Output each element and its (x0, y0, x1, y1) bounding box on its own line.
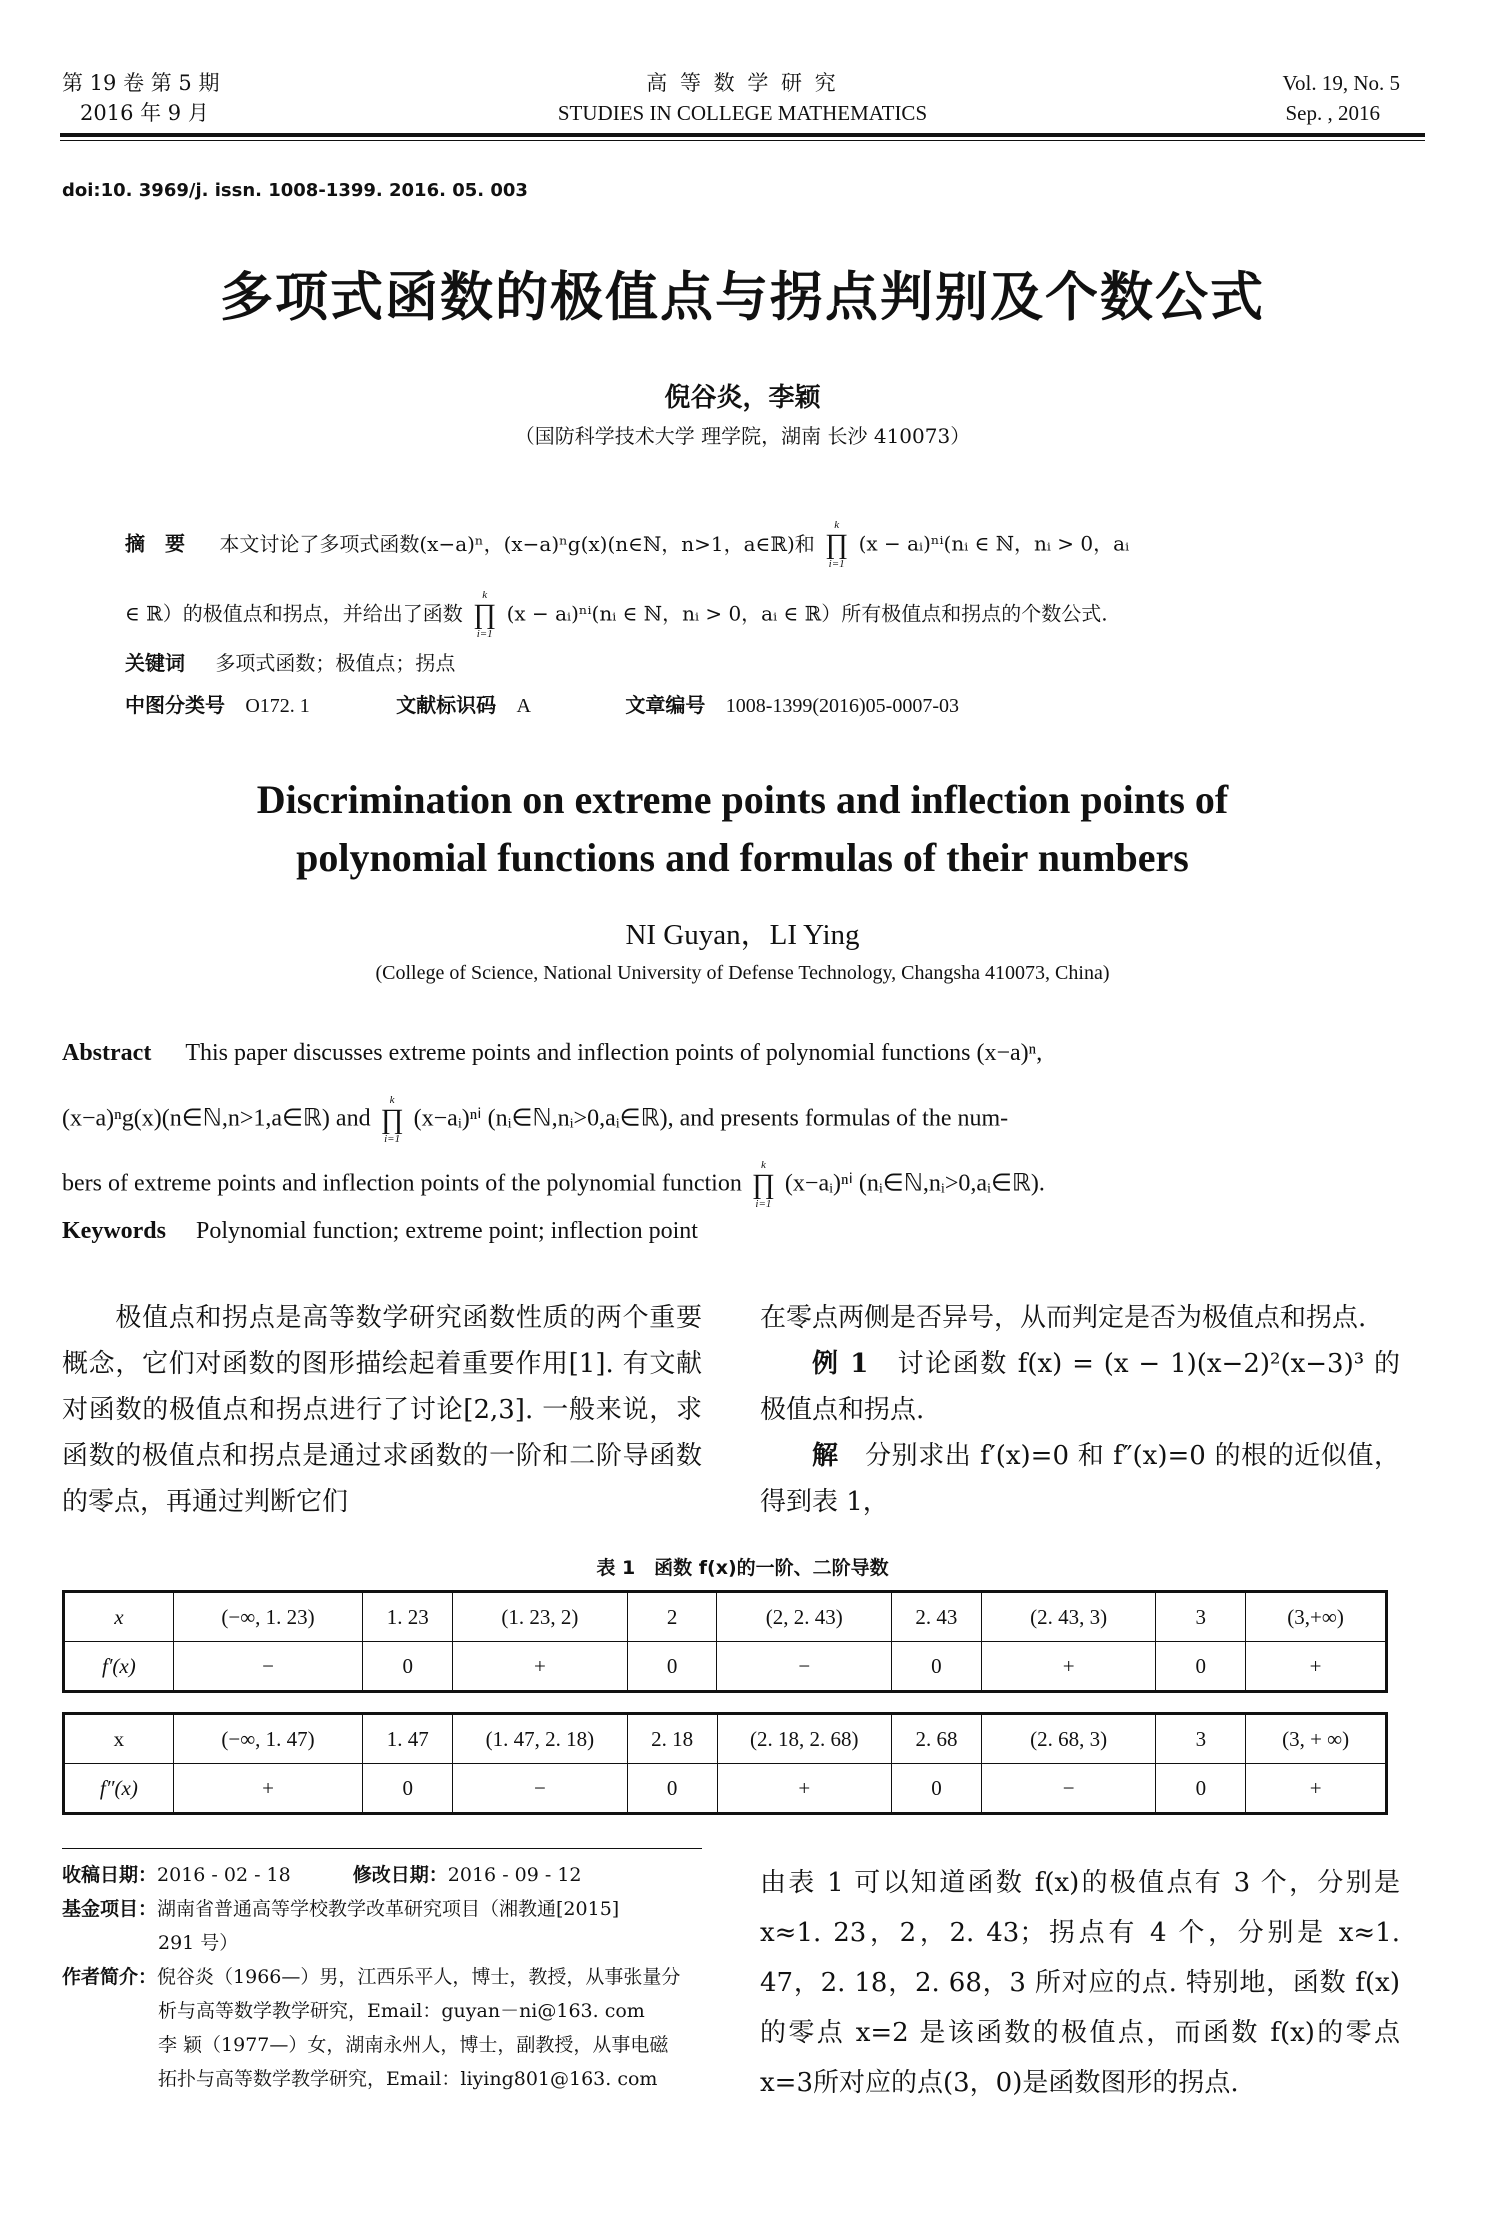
footnote-dates: 收稿日期：2016 - 02 - 18 修改日期：2016 - 09 - 12 (62, 1864, 582, 1886)
abstract-en-line1: Abstract This paper discusses extreme points and inflection points of polynomial functions (x−a)ⁿ, (62, 1040, 1043, 1066)
journal-name-en: STUDIES IN COLLEGE MATHEMATICS (557, 101, 928, 125)
classification-line: 中图分类号 O172. 1 文献标识码 A 文章编号 1008-1399(2016)05-0007-03 (125, 693, 960, 717)
table-caption: 表 1 函数 f(x)的一阶、二阶导数 (596, 1557, 889, 1579)
header-rule-thick (60, 133, 1425, 137)
volume-en: Vol. 19, No. 5 (1282, 71, 1400, 95)
affiliation-en: (College of Science, National University of Defense Technology, Changsha 410073, China) (375, 962, 1110, 984)
table-row: x (−∞, 1. 47) 1. 47 (1. 47, 2. 18) 2. 18 (2. 18, 2. 68) 2. 68 (2. 68, 3) 3 (3, + ∞) (64, 1714, 1387, 1764)
table-row: f″(x) + 0 − 0 + 0 − 0 + (64, 1764, 1387, 1814)
table-second-derivative (62, 1712, 1388, 1815)
title-en-line2: polynomial functions and formulas of their numbers (296, 835, 1189, 880)
body-right-bottom: 由表 1 可以知道函数 f(x)的极值点有 3 个，分别是 x≈1. 23，2，2. 43；拐点有 4 个，分别是 x≈1. 47，2. 18，2. 68，3 所对应的点. 特别地，函数 f(x)的零点 x=2 是该函数的极值点，而函数 f(x)的零点 x=3所对应的点(3，0)是函数图形的拐点. (760, 1868, 1400, 2098)
abstract-cn-label: 摘 要 (125, 531, 185, 556)
journal-name-cn: 高 等 数 学 研 究 (646, 71, 839, 95)
footnote-rule (62, 1848, 702, 1849)
abstract-en-line3: bers of extreme points and inflection points of the polynomial function k ∏ i=1 (x−aᵢ)ⁿⁱ (nᵢ∈ℕ,nᵢ>0,aᵢ∈ℝ). (62, 1159, 1045, 1210)
header-rule-thin (60, 140, 1425, 141)
affiliation-cn: （国防科学技术大学 理学院，湖南 长沙 410073） (514, 424, 971, 448)
body-left-column: 极值点和拐点是高等数学研究函数性质的两个重要概念，它们对函数的图形描绘起着重要作用[1]. 有文献对函数的极值点和拐点进行了讨论[2,3]. 一般来说，求函数的极值点和拐点是通过求函数的一阶和二阶导函数的零点，再通过判断它们 (62, 1303, 702, 1517)
body-right-p1: 在零点两侧是否异号，从而判定是否为极值点和拐点. (760, 1303, 1367, 1333)
product-symbol: k ∏ i=1 (751, 1159, 775, 1210)
abstract-cn-line2: ∈ ℝ）的极值点和拐点，并给出了函数 k ∏ i=1 (x − aᵢ)ⁿⁱ(nᵢ ∈ ℕ，nᵢ > 0，aᵢ ∈ ℝ）所有极值点和拐点的个数公式. (125, 589, 1108, 640)
keywords-cn: 关键词 多项式函数；极值点；拐点 (125, 651, 456, 675)
footnotes: 收稿日期：2016 - 02 - 18 修改日期：2016 - 09 - 12 基金项目：湖南省普通高等学校教学改革研究项目（湘教通[2015] 291 号） 作者简介：倪谷炎（1966—）男，江西乐平人，博士，教授，从事张量分 析与高等数学教学研究，Email：guyan－ni@163. com 李 颖（1977—）女，湖南永州人，博士，副教授，从事电磁 拓扑与高等数学教学研究，Email：liying801@163. com (62, 1858, 712, 2096)
abstract-en-line2: (x−a)ⁿg(x)(n∈ℕ,n>1,a∈ℝ) and k ∏ i=1 (x−aᵢ)ⁿⁱ (nᵢ∈ℕ,nᵢ>0,aᵢ∈ℝ), and presents formulas of the num- (62, 1094, 1009, 1145)
example-1: 例 1 讨论函数 f(x) = (x − 1)(x−2)²(x−3)³ 的极值点和拐点. (760, 1349, 1400, 1425)
product-symbol: k ∏ i=1 (380, 1094, 404, 1145)
keywords-en-label: Keywords (62, 1218, 166, 1244)
abstract-en-label: Abstract (62, 1040, 152, 1066)
volume-cn: 第 19 卷 第 5 期 (62, 71, 220, 95)
date-cn: 2016 年 9 月 (80, 101, 209, 125)
table-row: f′(x) − 0 + 0 − 0 + 0 + (64, 1642, 1387, 1692)
footnote-bio: 作者简介：倪谷炎（1966—）男，江西乐平人，博士，教授，从事张量分 (62, 1966, 681, 1988)
footnote-fund: 基金项目：湖南省普通高等学校教学改革研究项目（湘教通[2015] (62, 1898, 620, 1920)
body-right-column (760, 1295, 1400, 1525)
product-symbol: k ∏ i=1 (825, 519, 849, 570)
keywords-en: Keywords Polynomial function; extreme point; inflection point (62, 1218, 698, 1244)
table-first-derivative (62, 1590, 1388, 1693)
title-en-line1: Discrimination on extreme points and inflection points of (256, 777, 1229, 822)
product-symbol: k ∏ i=1 (473, 589, 497, 640)
doi: doi:10. 3969/j. issn. 1008-1399. 2016. 05. 003 (62, 180, 528, 201)
keywords-cn-label: 关键词 (125, 651, 185, 675)
abstract-cn-line1: 摘 要 本文讨论了多项式函数(x−a)ⁿ，(x−a)ⁿg(x)(n∈ℕ，n>1，a∈ℝ)和 k ∏ i=1 (x − aᵢ)ⁿⁱ(nᵢ ∈ ℕ，nᵢ > 0，aᵢ (125, 519, 1130, 570)
date-en: Sep. , 2016 (1285, 101, 1380, 125)
table-row: x (−∞, 1. 23) 1. 23 (1. 23, 2) 2 (2, 2. 43) 2. 43 (2. 43, 3) 3 (3,+∞) (64, 1592, 1387, 1642)
title-cn: 多项式函数的极值点与拐点判别及个数公式 (220, 267, 1265, 328)
authors-cn: 倪谷炎，李颖 (664, 383, 821, 413)
authors-en: NI Guyan，LI Ying (625, 919, 860, 951)
solution: 解 分别求出 f′(x)=0 和 f″(x)=0 的根的近似值，得到表 1， (760, 1441, 1400, 1517)
